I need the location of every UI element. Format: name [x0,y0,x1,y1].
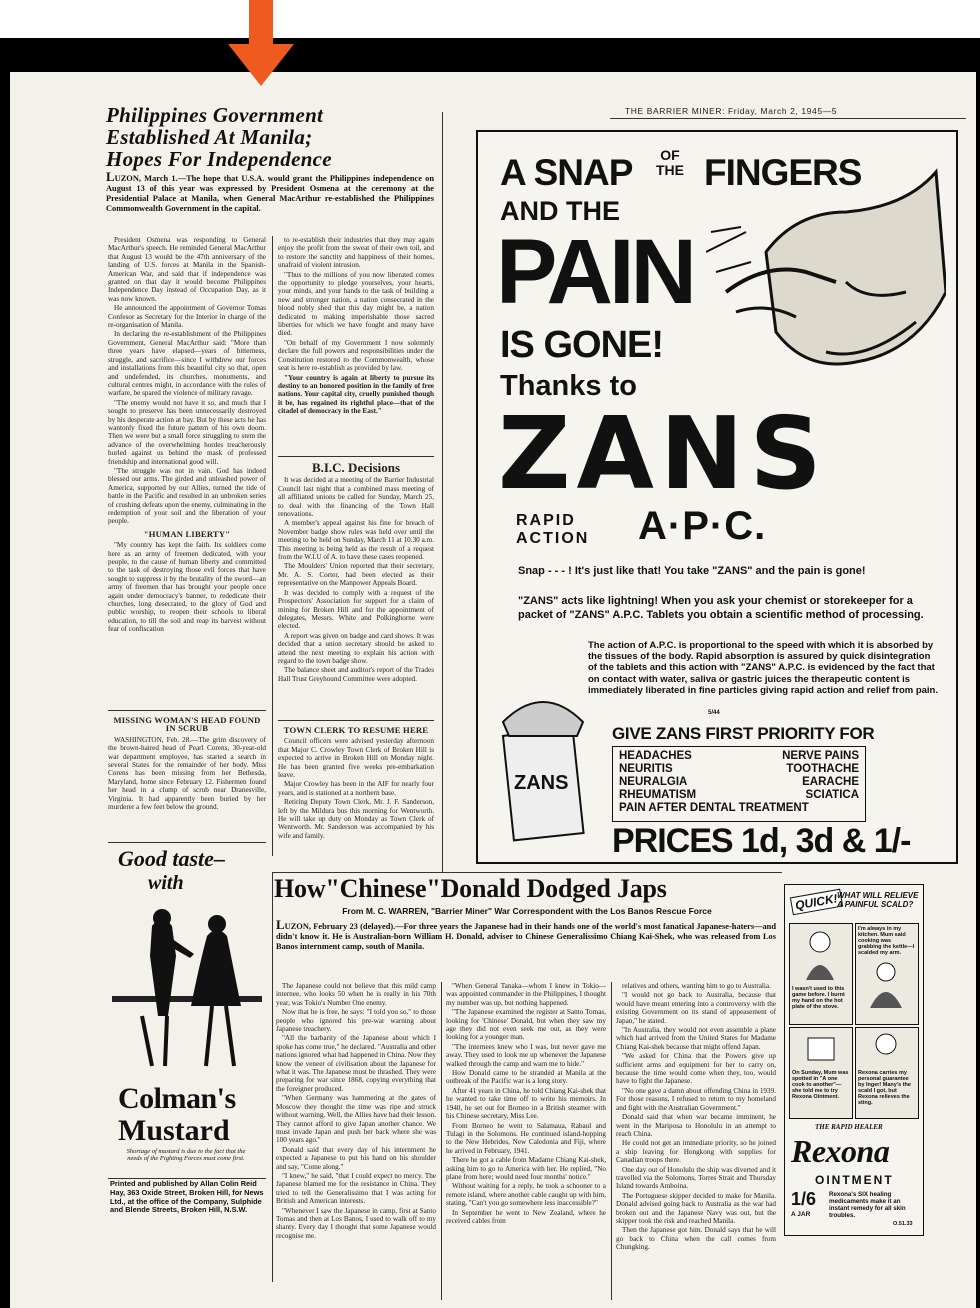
masthead-rule [610,118,966,119]
article-paragraph: Retiring Deputy Town Clerk, Mr. J. F. Sanderson, left by the Mildura bus this morning for Wentworth. He will take up duty on Monday as Town Clerk of Wentworth. Mr. Sanderson was accompanied by his wife and family. [278,798,434,840]
zans-headline-fingers: FINGERS [704,152,862,193]
rexona-quick: QUICK! [790,889,843,916]
article-paragraph: "In Australia, they would not even assemble a plane which had arrived from the United States for Madame Chiang Kai-shek because that might offend Japan. [616,1026,776,1051]
column-rule [441,982,442,1300]
colmans-tagline-1: Good taste– [118,846,225,871]
zans-priority: GIVE ZANS FIRST PRIORITY FOR [612,724,875,743]
article-paragraph: "No one gave a damn about offending China in 1939. For those reasons, I refused to return to my homeland and fight with the Australian Government." [616,1086,776,1112]
section-rule [272,872,782,873]
article-paragraph: Council officers were advised yesterday afternoon that Major C. Crowley Town Clerk of Broken Hill is expected to arrive in Broken Hill on Monday night. He has been granted five weeks pre-embarkation leave. [278,737,434,780]
rexona-price-sub: A JAR [791,1211,811,1218]
headline-line-1: Philippines Government [106,103,324,127]
newspaper-page [10,72,976,1308]
zans-copy-action: The action of A.P.C. is proportional to the speed with which it is absorbed by the tissues of the body. Rapid absorption is assured by quick disintegration of the tablets and this action with "ZANS" A.P.C. is evidenced by the fact that on contact with water, saliva or gastric juices the therapeutic content is immediately liberated in fine particles giving rapid action and relief from pain. [588,640,938,696]
column-rule [272,872,273,1282]
column-rule [442,112,443,872]
article-paragraph: How Donald came to be stranded at Manila at the outbreak of the Pacific war is a long story. [446,1069,606,1086]
rexona-advertisement [784,884,924,1236]
comic-panel-3: On Sunday, Mum was spotted in "A one cook to another"—she told me to try Rexona Ointment. [789,1027,853,1119]
comic-panel-4: Rexona carries my personal guarantee by Inger! Many's the scald I got, but Rexona relieves the sting. [855,1027,919,1119]
zans-copy-lightning: "ZANS" acts like lightning! When you ask your chemist or storekeeper for a packet of "ZANS" A.P.C. Tablets you obtain a scientific method of processing. [518,595,924,621]
section-rule [278,720,434,721]
comic-panel-2: I'm always in my kitchen. Mum said cooking was grabbing the kettle—I scalded my arm. [855,923,919,1025]
zans-code: 5/44 [708,710,720,716]
philippines-headline [106,104,436,170]
boy-scalded-illustration [790,924,852,980]
article-paragraph: He announced the appointment of Governor Tomas Confesor as Secretary for the Interior in charge of the re-organisation of Manila. [108,304,266,330]
article-paragraph: "I would not go back to Australia, because that would have meant entering into a controversy with the existing Government on its stand of appeasement of Japan," he stated. [616,991,776,1025]
zans-apc: A·P·C. [638,504,767,548]
philippines-lede [106,172,434,234]
article-paragraph: to re-establish their industries that they may again enjoy the profit from the sweat of their own toil, and to restore the sanctity and happiness of their homes, unafraid of violent intrusion. [278,236,434,270]
zans-and-the: AND THE [500,196,620,226]
human-liberty-subhead: "HUMAN LIBERTY" [143,528,231,539]
article-paragraph: "The internees knew who I was, but never gave me away. They used to look me up whenever the Japanese walked through the camp and warn me to hide." [446,1042,606,1068]
article-paragraph: Donald said that when war became imminent, he went in the Mariposa to Honolulu in an attempt to reach China. [616,1113,776,1138]
zans-prices: PRICES 1d, 3d & 1/- [612,822,911,860]
chinese-donald-article [274,874,780,1304]
philippines-column-2 [278,236,434,454]
rexona-question: WHAT WILL RELIEVE A PAINFUL SCALD? [837,891,919,909]
article-paragraph: From Borneo he went to Salamaua, Rabaul and Tulagi in the Solomons. He continued island-hopping to the New Hebrides, New Caledonia and Fiji, where he arrived in February, 1941. [446,1121,606,1155]
dancers-illustration [112,896,262,1076]
rexona-brand: Rexona [791,1133,890,1169]
section-rule [108,1178,266,1179]
article-paragraph-bold: "Your country is again at liberty to pursue its destiny to an honored position in the family of free nations. Your capital city, cruelly punished though it be, has regained its rightful place—that of the citadel of democracy in the East." [278,373,434,416]
headline-line-2: Established At Manila; [106,125,313,149]
article-paragraph: He could not get an immediate priority, so he joined a ship leaving for Hongkong with supplies for Canadian troops there. [616,1139,776,1165]
section-rule [108,710,266,711]
chinese-donald-title: How"Chinese"Donald Dodged Japs [274,874,667,903]
town-clerk-title: TOWN CLERK TO RESUME HERE [283,725,429,735]
colmans-brand-2: Mustard [118,1114,230,1140]
article-paragraph: Then the Japanese got him. Donald says that he will go back to China when the call comes from Chungking. [616,1226,776,1252]
zans-rapid: RAPID [516,512,576,529]
article-paragraph: There he got a cable from Madame Chiang Kai-shek, asking him to go to America with her. He replied, "No plane from here; would need four months' notice." [446,1156,606,1181]
rexona-price: 1/6 [791,1189,817,1209]
article-paragraph: "My country has kept the faith. Its soldiers come here as an army of freemen dedicated, with your people, to the cause of human liberty and committed to the task of destroying those evil forces that have sought to suppress it by the brutality of the sword—an army of freemen that has brought your people once again under democracy's banner, to rededicate their churches, long desecrated, to the glory of God and public worship, to reopen their schools to liberal education, to till the soil and reap its harvest without fear of confiscation [108,541,266,634]
missing-woman-article [108,712,266,840]
happy-woman-illustration [856,1028,918,1064]
article-paragraph: After 41 years in China, he told Chiang Kai-shek that he wanted to take time off to write his memoirs. In 1940, he set out for Borneo in a British steamer with his Chinese secretary, Miss Lee. [446,1086,606,1121]
comic-panel-1: I wasn't used to this game before. I burnt my hand on the hot plate of the stove. [789,923,853,1025]
rexona-jar-illustration [790,1028,852,1064]
article-paragraph: Major Crowley has been in the AIF for nearly four years, and is stationed at a northern base. [278,780,434,797]
article-paragraph: Donald said that every day of his internment he expected a Japanese to put his hand on his shoulder and say, "Come along." [276,1145,436,1171]
article-paragraph: relatives and others, wanting him to go to Australia. [622,982,771,990]
column-rule [272,236,273,856]
masthead: THE BARRIER MINER: Friday, March 2, 1945—5 [625,106,838,116]
section-rule [278,456,434,457]
article-paragraph: President Osmena was responding to General MacArthur's speech. He reminded General MacArthur that August 13 would be the 47th anniversary of the landing of U.S. forces at Manila in the Spanish-American War, and said that if independence was granted on that day it would become Philippines Independence Day instead of Occupation Day, as it was now known. [108,236,266,303]
rexona-ointment: OINTMENT [815,1173,894,1187]
top-margin [0,0,980,40]
article-paragraph: "The Japanese examined the register at Santo Tomas, looking for 'Chinese' Donald, but when they saw my age they did not even seek me out, as they were looking for a younger man. [446,1008,606,1042]
zans-headline-snap: A SNAP [500,152,633,193]
lede-text: UZON, February 23 (delayed).—For three years the Japanese had in their hands one of the world's most fanatical Japanese-haters—and didn't know it. He is Australian-born William H. Donald, adviser to Chinese Generalissimo Chiang Kai-Shek, who was released from Los Banos internment camp, south of Manila. [276,922,776,951]
article-paragraph: "All the barbarity of the Japanese about which I spoke has come true," he declared. "Australia and other nations ignored what had happened in China. Now they know the veneer of civilisation about the Japanese for what it was. The Japanese must be thrashed. They were preparing for war since 1868, copying everything that the foreigner produced. [276,1034,436,1093]
chinese-donald-column-2 [446,982,606,1302]
article-paragraph: It was decided to comply with a request of the Prospectors' Association for support for a claim of mining for Broken Hill and for the appointment of delegates, Messrs. White and Polkinghorne were elected. [278,588,434,631]
article-paragraph: "When General Tanaka—whom I knew in Tokio—was appointed commander in the Philippines, I thought my number was up, but nothing happened. [446,982,606,1007]
article-paragraph: "The struggle was not in vain. God has indeed blessed our arms. The girded and unleashed power of America, supported by our Allies, turned the tide of battle in the Pacific and resulted in an unbroken series of crushing defeats upon the enemy, culminating in the redemption of your soil and the liberation of your people. [108,466,266,526]
article-paragraph: WASHINGTON, Feb. 28.—The grim discovery of the brown-haired head of Pearl Corens, 30-year-old war department employee, has started a search in several States for the remainder of her body. Miss Corens has been missing from her Bethesda, Maryland, home since February 12. Fishermen found her head in a clump of scrub near Dranesville, Virginia. It had apparently been buried by her murderer a few feet below the ground. [108,735,266,812]
zans-pain: PAIN [496,221,693,323]
article-paragraph: One day out of Honolulu the ship was diverted and it travelled via the Solomons, Torres Strait and Thursday Island towards Amboina. [616,1165,776,1191]
colmans-footnote: Shortage of mustard is due to the fact that the needs of the Fighting Forces must come first. [126,1148,246,1162]
article-paragraph: The Portuguese skipper decided to make for Manila. Donald advised going back to Australia as the war had broken out and the Japanese Navy was out, but the skipper took the risk and reached Manila. [616,1191,776,1225]
bic-title: B.I.C. Decisions [311,460,401,475]
article-paragraph: "Whenever I saw the Japanese in camp, first at Santo Tomas and then at Los Banos, I used to walk off to my shanty. Every day I thought that some Japanese would recognise me. [276,1206,436,1240]
article-paragraph: "On behalf of my Government I now solemnly declare the full powers and responsibilities under the Constitution restored to the Commonwealth, whose seat is here re-establish as provided by law. [278,338,434,373]
article-paragraph: "When Germany was hammering at the gates of Moscow they thought the time was ripe and struck without warning. Well, the Allies have had their lesson. They cannot afford to give Japan another chance. We must invade Japan and push her back where she was 100 years ago." [276,1094,436,1145]
zans-action: ACTION [516,530,590,547]
zans-packet-illustration [498,692,588,842]
colmans-brand-1: Colman's [118,1082,236,1115]
lede-drop-cap: L [106,172,115,184]
article-paragraph: In September he went to New Zealand, where he received cables from [446,1208,606,1225]
printed-by: Printed and published by Allan Colin Reid Hay, 363 Oxide Street, Broken Hill, for News Ltd., at the office of the Company, Sulphide and Blende Streets, Broken Hill, N.S.W. [110,1180,264,1215]
article-paragraph: A report was given on badge and card shows. It was decided that a union secretary should be asked to attend the next meeting to explain his action with regard to the town badge show. [278,631,434,665]
chinese-donald-column-3 [616,982,776,1302]
article-paragraph: Now that he is free, he says: "I told you so," to those people who ignored his pre-war warning about Japanese treachery. [276,1008,436,1034]
town-clerk-article [278,722,434,870]
rexona-code: O.51.33 [893,1221,913,1227]
rexona-tagline: THE RAPID HEALER [815,1123,883,1131]
section-rule [108,842,266,843]
arrow-down-icon [228,0,294,86]
article-paragraph: "The enemy would not have it so, and much that I sought to preserve has been unnecessarily destroyed by his desperate action at bay. But by these acts he has wantonly fixed the future pattern of his own doom. Then we were but a small force struggling to stem the advance of the overwhelming hordes treacherously hurled against us behind the mask of professed friendship and international good will. [108,398,266,466]
colmans-mustard-ad [108,844,268,1140]
article-paragraph: In declaring the re-establishment of the Philippines Government, General MacArthur said: "More than three years have elapsed—years of bitterness, struggle, and sacrifice—since I withdrew our forces and installations from this beautiful city so that, open and undefended, its churches, monuments, and cultural centres might, in accordance with the rules of warfare, be spared the violence of military ravage. [108,330,266,398]
article-paragraph: "Thus to the millions of you now liberated comes the opportunity to pledge yourselves, your hearts, your minds, and your hands to the task of building a new and stronger nation, a nation consecrated in the blood nobly shed that this day might be, a nation dedicated to making imperishable those sacred liberties for which we have fought and many have died. [278,270,434,338]
missing-woman-title: MISSING WOMAN'S HEAD FOUND IN SCRUB [113,715,261,734]
article-paragraph: Without waiting for a reply, he took a schooner to a remote island, where another cable caught up with him, stating, "Can't you go somewhere less inaccessible?" [446,1182,606,1208]
headline-line-3: Hopes For Independence [106,147,332,171]
article-paragraph: "We asked for China that the Powers give up sufficient arms and equipment for her to carry on, because the time would come when they, too, would have to fight the Japanese. [616,1052,776,1086]
bic-article [278,458,434,718]
chinese-donald-byline: From M. C. WARREN, "Barrier Miner" War Correspondent with the Los Banos Rescue Force [342,906,712,916]
lede-drop-cap: L [276,917,285,932]
article-paragraph: "I knew," he said, "that I could expect no mercy. The Japanese blamed me for the resistance in China. They tried to tell the Generalissimo that I was acting for British and American interests. [276,1171,436,1206]
lede-text: UZON, March 1.—The hope that U.S.A. would grant the Philippines independence on August 13 of this year was expressed by President Osmena at the ceremony at the Presidential Palace at Manila, when General MacArthur re-established the Philippines Commonwealth Government in the capital. [106,174,434,213]
philippines-column-1 [108,236,266,706]
column-rule [611,982,612,1300]
article-paragraph: A member's appeal against his fine for breach of November badge show rules was held over until the meeting to be held on Sunday, March 11 at 10.30 a.m. This meeting is being held as the result of a request from the W.I.U of A. to have these cases reopened. [278,519,434,562]
rexona-description: Rexona's SIX healing medicaments make it an instant remedy for all skin troubles. [829,1191,906,1219]
zans-packet-label: ZANS [514,772,569,794]
colmans-tagline-2: with [148,872,184,894]
zans-brand-large: ZANS [498,395,828,512]
zans-copy-snap: Snap - - - ! It's just like that! You take "ZANS" and the pain is gone! [518,565,866,577]
zans-of-the: OF THE [656,147,684,178]
article-paragraph: It was decided at a meeting of the Barrier Industrial Council last night that a combined mass meeting of all affiliated unions be called for Sunday, March 25, to deal with the financing of the Town Hall renovations. [278,476,434,519]
article-paragraph: The balance sheet and auditor's report of the Trades Hall Trust Greyhound Committee were adopted. [278,666,434,683]
chinese-donald-lede [276,917,776,952]
chinese-donald-column-1 [276,982,436,1302]
woman-kitchen-illustration [856,958,918,1008]
zans-thanks-to: Thanks to [500,370,637,402]
article-paragraph: The Japanese could not believe that this mild camp internee, who looks 50 when he is really in his 70th year, was Tokio's Number One enemy. [276,982,436,1007]
snapping-hand-illustration [706,142,946,432]
zans-ailment-list: HEADACHES NERVE PAINS NEURITIS TOOTHACHE NEURALGIA EARACHE RHEUMATISM SCIATICA PAIN AFTER DENTAL TREATMENT [612,746,866,822]
zans-advertisement [476,130,958,864]
zans-is-gone: IS GONE! [500,324,664,366]
article-paragraph: The Moulders' Union reported that their secretary, Mr. A. S. Corter, had been elected as their representative on the Manpower Appeals Board. [278,562,434,588]
